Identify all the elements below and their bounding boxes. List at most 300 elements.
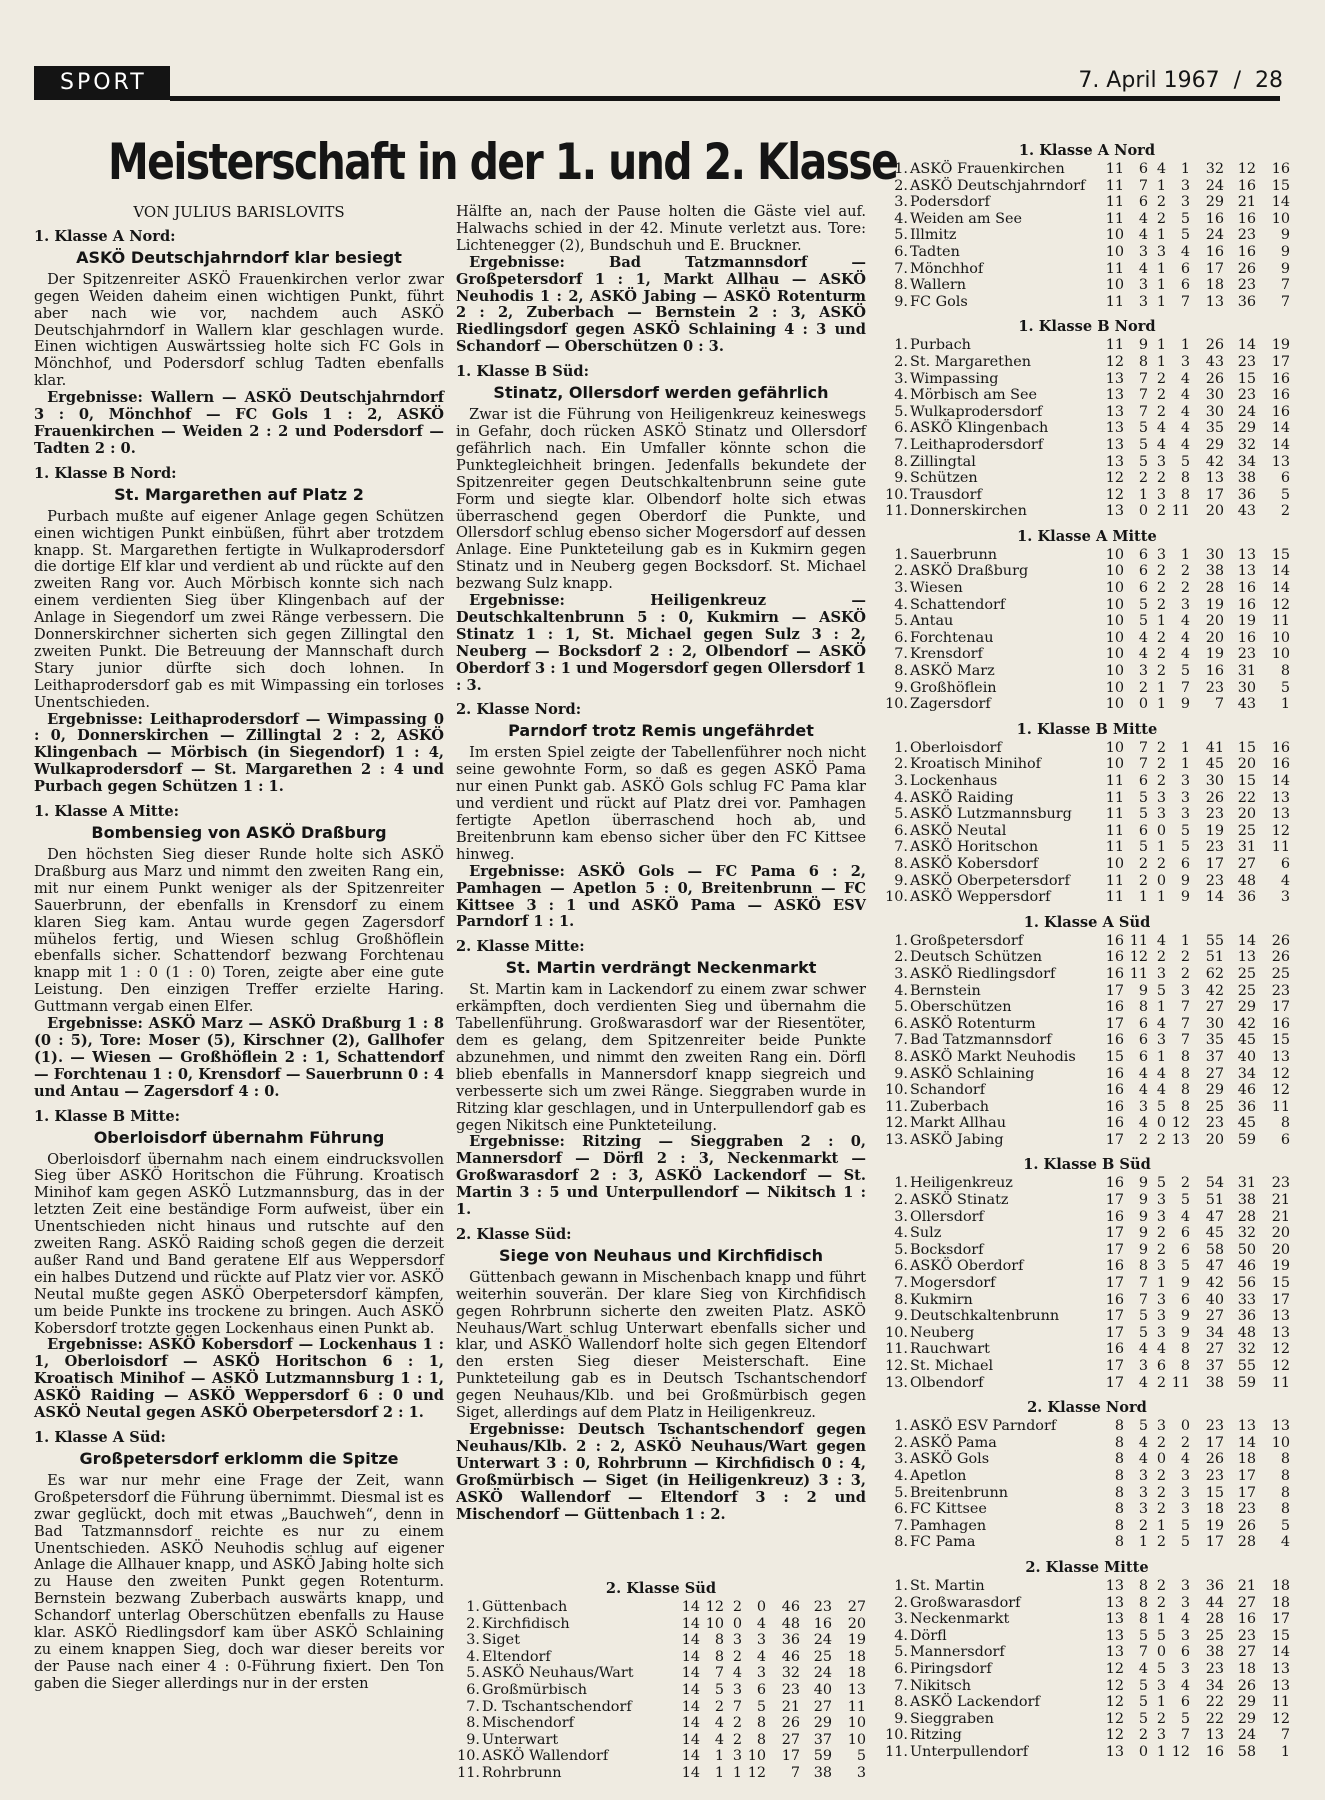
section-heading: 1. Klasse A Mitte:: [34, 803, 180, 821]
stat-cell: 10: [1105, 646, 1124, 663]
stat-cell: 10: [747, 1748, 766, 1765]
stat-cell: 32: [1237, 1341, 1256, 1358]
stat-cell: 15: [1205, 1484, 1224, 1501]
stat-cell: 9: [1138, 1225, 1148, 1242]
team-cell: Forchtenau: [910, 629, 994, 646]
stat-cell: 16: [1105, 1208, 1124, 1225]
stat-cell: 16: [1105, 932, 1124, 949]
stat-cell: 4: [1280, 872, 1290, 889]
stat-cell: 2: [1156, 1374, 1166, 1391]
section-heading: 1. Klasse B Mitte:: [34, 1107, 181, 1125]
stat-cell: 14: [1271, 436, 1290, 453]
stat-cell: 1: [1280, 696, 1290, 713]
stat-cell: 11: [1105, 194, 1124, 211]
stat-cell: 23: [781, 1681, 800, 1698]
team-cell: Olbendorf: [910, 1374, 984, 1391]
stat-cell: 34: [1205, 1324, 1224, 1341]
stat-cell: 12: [1105, 1710, 1124, 1727]
team-cell: Wulkaprodersdorf: [910, 403, 1043, 420]
stat-cell: 23: [1237, 277, 1256, 294]
stat-cell: 2: [714, 1698, 724, 1715]
stat-cell: 3: [1180, 773, 1190, 789]
team-cell: Trausdorf: [910, 486, 982, 503]
stat-cell: 19: [1205, 822, 1224, 839]
stat-cell: 10: [1105, 243, 1124, 260]
stat-cell: 3: [1180, 1660, 1190, 1677]
stat-cell: 6: [1138, 161, 1148, 177]
stat-cell: 14: [1271, 773, 1290, 789]
stat-cell: 11: [1105, 177, 1124, 194]
stat-cell: 3: [732, 1748, 742, 1765]
stat-cell: 8: [1114, 1501, 1124, 1518]
rank-cell: 3.: [894, 370, 908, 387]
stat-cell: 0: [1138, 1743, 1148, 1760]
stat-cell: 16: [1105, 1291, 1124, 1308]
stat-cell: 25: [1237, 965, 1256, 982]
team-cell: ASKÖ Oberpetersdorf: [910, 872, 1070, 889]
rank-cell: 4.: [894, 1627, 908, 1644]
paragraph: Purbach mußte auf eigener Anlage gegen Schützen einen wichtigen Punkt einbüßen, führt aber trotzdem knapp. St. Margarethen fertigte in Wulkaprodersdorf die dortige Elf klar und verdient ab und rückte auf den zweiten Rang vor. Auch Mörbisch konnte sich nach einem verdienten Sieg über Klingenbach auf der Anlage in Siegendorf um zwei Ränge verbessern. Die Donnerskirchner sicherten sich gegen Zillingtal den zweiten Punkt. Die Betreuung der Mannschaft durch Stary junior dürfte sich doch lohnen. In Leithaprodersdorf gab es mit Wimpassing ein torloses Unentschieden.: [34, 507, 444, 711]
results-paragraph: Ergebnisse: ASKÖ Kobersdorf — Lockenhaus 1 : 1, Oberloisdorf — ASKÖ Horitschon 6 : 1, Kroatisch Minihof — ASKÖ Lutzmannsburg 1 : 1, ASKÖ Raiding — ASKÖ Weppersdorf 6 : 0 und ASKÖ Neutal gegen ASKÖ Oberpetersdorf 2 : 1.: [34, 1336, 444, 1422]
stat-cell: 16: [1271, 1015, 1290, 1032]
stat-cell: 13: [1205, 293, 1224, 310]
rank-cell: 9.: [894, 872, 908, 889]
table-row: [884, 454, 1290, 471]
stat-cell: 23: [1205, 1115, 1224, 1132]
stat-cell: 7: [1180, 679, 1190, 696]
stat-cell: 16: [1271, 161, 1290, 177]
stat-cell: 5: [1280, 679, 1290, 696]
stat-cell: 6: [1180, 855, 1190, 872]
stat-cell: 3: [1180, 806, 1190, 823]
stat-cell: 30: [1205, 387, 1224, 404]
stat-cell: 9: [1180, 696, 1190, 713]
table-row: [884, 823, 1290, 840]
rank-cell: 11.: [885, 1098, 908, 1115]
stat-cell: 38: [1205, 1644, 1224, 1661]
stat-cell: 1: [1180, 546, 1190, 563]
stat-cell: 4: [1138, 227, 1148, 244]
stat-cell: 27: [781, 1731, 800, 1748]
stat-cell: 4: [1180, 436, 1190, 453]
stat-cell: 12: [1105, 470, 1124, 487]
stat-cell: 13: [1105, 1644, 1124, 1661]
team-cell: Krensdorf: [910, 646, 983, 663]
stat-cell: 10: [1105, 679, 1124, 696]
table-row: [884, 983, 1290, 1000]
page-number: 28: [1255, 68, 1283, 93]
stat-cell: 20: [1271, 1241, 1290, 1258]
stat-cell: 19: [847, 1632, 866, 1649]
table-row: [884, 1678, 1290, 1695]
rank-cell: 5.: [894, 613, 908, 630]
table-row: [884, 437, 1290, 454]
stat-cell: 3: [1180, 1627, 1190, 1644]
table-row: [884, 806, 1290, 823]
team-cell: Rohrbrunn: [482, 1764, 562, 1781]
stat-cell: 3: [1156, 789, 1166, 806]
stat-cell: 14: [1237, 1434, 1256, 1451]
team-cell: ASKÖ Kobersdorf: [910, 855, 1039, 872]
stat-cell: 22: [1237, 789, 1256, 806]
stat-cell: 16: [1205, 663, 1224, 680]
stat-cell: 6: [1180, 277, 1190, 294]
stat-cell: 38: [813, 1764, 832, 1781]
table-row: [884, 1192, 1290, 1209]
rank-cell: 4.: [894, 789, 908, 806]
stat-cell: 5: [1280, 1517, 1290, 1534]
team-cell: Schandorf: [910, 1082, 986, 1099]
stat-cell: 4: [1138, 629, 1148, 646]
rank-cell: 3.: [894, 1611, 908, 1628]
table-row: [884, 1485, 1290, 1502]
stat-cell: 13: [1271, 1677, 1290, 1694]
team-cell: Unterpullendorf: [910, 1743, 1029, 1760]
stat-cell: 45: [1205, 1225, 1224, 1242]
rank-cell: 10.: [885, 1082, 908, 1099]
stat-cell: 23: [1237, 353, 1256, 370]
stat-cell: 32: [1237, 1225, 1256, 1242]
stat-cell: 5: [1180, 210, 1190, 227]
stat-cell: 38: [1237, 470, 1256, 487]
stat-cell: 17: [1271, 1611, 1290, 1628]
stat-cell: 41: [1205, 739, 1224, 756]
stat-cell: 2: [1180, 949, 1190, 966]
table-row: [884, 470, 1290, 487]
subheadline: St. Margarethen auf Platz 2: [114, 484, 364, 504]
stat-cell: 11: [1105, 889, 1124, 906]
stat-cell: 17: [1105, 1192, 1124, 1209]
stat-cell: 1: [1156, 679, 1166, 696]
stat-cell: 1: [1156, 177, 1166, 194]
stat-cell: 4: [732, 1665, 742, 1682]
stat-cell: 43: [1237, 696, 1256, 713]
rank-cell: 3.: [894, 1451, 908, 1468]
stat-cell: 7: [1280, 1727, 1290, 1744]
stat-cell: 6: [1180, 1241, 1190, 1258]
table-row: [884, 949, 1290, 966]
team-cell: Großmürbisch: [482, 1681, 587, 1698]
table-row: [884, 294, 1290, 311]
section-heading: 2. Klasse Mitte:: [456, 938, 585, 956]
stat-cell: 12: [1271, 1710, 1290, 1727]
stat-cell: 10: [1271, 629, 1290, 646]
stat-cell: 5: [1138, 420, 1148, 437]
stat-cell: 51: [1205, 1192, 1224, 1209]
stat-cell: 16: [1237, 580, 1256, 597]
stat-cell: 5: [1180, 1517, 1190, 1534]
rank-cell: 7.: [894, 839, 908, 856]
team-cell: Zillingtal: [910, 453, 976, 470]
stat-cell: 13: [1105, 403, 1124, 420]
table-title: 1. Klasse B Nord: [1018, 318, 1156, 336]
rank-cell: 3.: [894, 1208, 908, 1225]
stat-cell: 15: [1271, 177, 1290, 194]
stat-cell: 20: [1237, 756, 1256, 773]
stat-cell: 9: [1280, 227, 1290, 244]
team-cell: ASKÖ Neutal: [910, 822, 1007, 839]
stat-cell: 2: [1180, 1175, 1190, 1192]
stat-cell: 36: [1237, 293, 1256, 310]
stat-cell: 0: [756, 1599, 766, 1615]
team-cell: Güttenbach: [482, 1599, 568, 1615]
team-cell: Wimpassing: [910, 370, 999, 387]
stat-cell: 6: [756, 1681, 766, 1698]
stat-cell: 6: [1138, 580, 1148, 597]
stat-cell: 8: [1114, 1451, 1124, 1468]
stat-cell: 62: [1205, 965, 1224, 982]
stat-cell: 1: [1156, 839, 1166, 856]
rank-cell: 1.: [894, 1175, 908, 1192]
stat-cell: 8: [1180, 1048, 1190, 1065]
standings-table: [884, 1578, 1290, 1761]
stat-cell: 19: [1237, 613, 1256, 630]
rank-cell: 6.: [894, 1258, 908, 1275]
stat-cell: 2: [1156, 663, 1166, 680]
rank-cell: 2.: [894, 563, 908, 580]
stat-cell: 14: [1205, 889, 1224, 906]
stat-cell: 2: [1138, 1131, 1148, 1148]
stat-cell: 17: [1271, 353, 1290, 370]
table-row: [884, 1099, 1290, 1116]
stat-cell: 4: [1156, 420, 1166, 437]
stat-cell: 7: [1138, 756, 1148, 773]
stat-cell: 1: [1280, 1743, 1290, 1760]
stat-cell: 5: [1156, 982, 1166, 999]
standings-table: [884, 1175, 1290, 1391]
stat-cell: 2: [1156, 210, 1166, 227]
team-cell: ASKÖ Deutschjahrndorf: [910, 177, 1086, 194]
team-cell: Zuberbach: [910, 1098, 989, 1115]
stat-cell: 23: [1205, 1467, 1224, 1484]
stat-cell: 8: [1114, 1467, 1124, 1484]
team-cell: ASKÖ ESV Parndorf: [910, 1418, 1057, 1435]
stat-cell: 13: [1205, 470, 1224, 487]
team-cell: Weiden am See: [910, 210, 1022, 227]
table-title: 2. Klasse Nord: [1027, 1399, 1147, 1417]
stat-cell: 13: [1271, 1324, 1290, 1341]
paragraph: Es war nur mehr eine Frage der Zeit, wann Großpetersdorf die Führung übernimmt. Diesmal ist es zwar geglückt, doch mit etwas „Bauchweh“, denn in Bad Tatzmannsdorf reichte es nur zu einem Unentschieden. ASKÖ Neuhodis schlug auf eigener Anlage die Allhauer knapp, und ASKÖ Jabing holte sich zu Hause den zweiten Punkt gegen Rotenturm. Bernstein bezwang Zuberbach auswärts knapp, und Schandorf unterlag Oberschützen ebenfalls zu Hause klar. ASKÖ Riedlingsdorf kam über ASKÖ Schlaining zu einem knappen Sieg, doch war dieser bereits vor der Pause nach einer 4 : 0-Führung fixiert. Den Ton gaben die Sieger allerdings nur in der ersten: [34, 1471, 444, 1692]
table-row: [884, 1711, 1290, 1728]
stat-cell: 16: [1105, 1115, 1124, 1132]
stat-cell: 30: [1205, 403, 1224, 420]
rank-cell: 6.: [894, 629, 908, 646]
stat-cell: 11: [1105, 872, 1124, 889]
stat-cell: 31: [1237, 663, 1256, 680]
table-row: [456, 1765, 866, 1782]
stat-cell: 5: [1138, 613, 1148, 630]
team-cell: Bocksdorf: [910, 1241, 984, 1258]
stat-cell: 12: [747, 1764, 766, 1781]
stat-cell: 17: [1237, 1484, 1256, 1501]
stat-cell: 14: [681, 1665, 700, 1682]
stat-cell: 17: [781, 1748, 800, 1765]
team-cell: FC Pama: [910, 1534, 976, 1551]
table-row: [884, 1375, 1290, 1392]
stat-cell: 26: [1271, 932, 1290, 949]
stat-cell: 37: [1205, 1048, 1224, 1065]
stat-cell: 16: [1271, 387, 1290, 404]
stat-cell: 2: [1138, 872, 1148, 889]
stat-cell: 4: [1138, 1082, 1148, 1099]
team-cell: Großpetersdorf: [910, 932, 1024, 949]
stat-cell: 11: [1105, 293, 1124, 310]
stat-cell: 12: [1237, 161, 1256, 177]
stat-cell: 38: [1205, 563, 1224, 580]
table-row: [884, 354, 1290, 371]
stat-cell: 13: [1271, 806, 1290, 823]
team-cell: Großhöflein: [910, 679, 997, 696]
team-cell: Markt Allhau: [910, 1115, 1006, 1132]
team-cell: ASKÖ Weppersdorf: [910, 889, 1051, 906]
stat-cell: 3: [1138, 293, 1148, 310]
stat-cell: 17: [1105, 1225, 1124, 1242]
results-paragraph: Ergebnisse: ASKÖ Gols — FC Pama 6 : 2, Pamhagen — Apetlon 5 : 0, Breitenbrunn — FC Kittsee 3 : 1 und ASKÖ Pama — ASKÖ ESV Parndorf 1 : 1.: [456, 862, 866, 931]
stat-cell: 8: [1280, 663, 1290, 680]
stat-cell: 6: [1138, 1048, 1148, 1065]
rank-cell: 2.: [466, 1615, 480, 1632]
stat-cell: 2: [1156, 629, 1166, 646]
stat-cell: 16: [1237, 210, 1256, 227]
table-row: [884, 487, 1290, 504]
stat-cell: 9: [1138, 337, 1148, 354]
team-cell: Tadten: [910, 243, 960, 260]
stat-cell: 17: [1105, 1324, 1124, 1341]
stat-cell: 17: [1105, 1374, 1124, 1391]
stat-cell: 1: [1156, 293, 1166, 310]
table-row: [884, 889, 1290, 906]
table-row: [884, 1595, 1290, 1612]
team-cell: ASKÖ Riedlingsdorf: [910, 965, 1056, 982]
stat-cell: 40: [1205, 1291, 1224, 1308]
stat-cell: 21: [1237, 1577, 1256, 1594]
stat-cell: 26: [1205, 370, 1224, 387]
stat-cell: 21: [1271, 1208, 1290, 1225]
rank-cell: 9.: [894, 1710, 908, 1727]
stat-cell: 4: [1180, 403, 1190, 420]
stat-cell: 24: [813, 1665, 832, 1682]
stat-cell: 14: [681, 1615, 700, 1632]
stat-cell: 12: [1105, 1694, 1124, 1711]
table-row: [884, 1292, 1290, 1309]
rank-cell: 12.: [885, 1115, 908, 1132]
stat-cell: 46: [781, 1648, 800, 1665]
stat-cell: 7: [732, 1698, 742, 1715]
stat-cell: 11: [1105, 210, 1124, 227]
stat-cell: 6: [1156, 1358, 1166, 1374]
stat-cell: 12: [1271, 596, 1290, 613]
stat-cell: 5: [1138, 596, 1148, 613]
table-title: 1. Klasse A Nord: [1018, 142, 1156, 159]
table-row: [884, 597, 1290, 614]
table-title: 1. Klasse B Süd: [1023, 1156, 1151, 1174]
stat-cell: 16: [1105, 965, 1124, 982]
stat-cell: 58: [1237, 1743, 1256, 1760]
stat-cell: 1: [1156, 1048, 1166, 1065]
stat-cell: 18: [1237, 1660, 1256, 1677]
table-row: [884, 371, 1290, 388]
stat-cell: 18: [847, 1665, 866, 1682]
stat-cell: 46: [1237, 1082, 1256, 1099]
stat-cell: 4: [1180, 1611, 1190, 1628]
stat-cell: 55: [1205, 932, 1224, 949]
stat-cell: 8: [1138, 1258, 1148, 1275]
rank-cell: 9.: [894, 1308, 908, 1325]
stat-cell: 10: [1105, 663, 1124, 680]
results-paragraph: Ergebnisse: Leithaprodersdorf — Wimpassing 0 : 0, Donnerskirchen — Zillingtal 2 : 2, ASKÖ Klingenbach — Mörbisch (in Siegendorf) 1 : 4, Wulkaprodersdorf — St. Margarethen 2 : 4 und Purbach gegen Schützen 1 : 1.: [34, 710, 444, 796]
stat-cell: 14: [1271, 580, 1290, 597]
rank-cell: 7.: [894, 436, 908, 453]
stat-cell: 11: [1105, 806, 1124, 823]
team-cell: St. Martin: [910, 1577, 985, 1594]
stat-cell: 20: [1205, 613, 1224, 630]
stat-cell: 5: [1180, 1192, 1190, 1209]
stat-cell: 13: [1105, 1577, 1124, 1594]
stat-cell: 4: [756, 1648, 766, 1665]
team-cell: ASKÖ Stinatz: [910, 1192, 1009, 1209]
stat-cell: 43: [1237, 503, 1256, 520]
table-row: [884, 1082, 1290, 1099]
stat-cell: 59: [813, 1748, 832, 1765]
results-paragraph: Ergebnisse: Bad Tatzmannsdorf — Großpetersdorf 1 : 1, Markt Allhau — ASKÖ Neuhodis 1 : 2, ASKÖ Jabing — ASKÖ Rotenturm 2 : 2, Zuberbach — Bernstein 2 : 3, ASKÖ Riedlingsdorf gegen ASKÖ Schlaining 4 : 3 und Schandorf — Oberschützen 0 : 3.: [456, 253, 866, 356]
stat-cell: 16: [1105, 949, 1124, 966]
stat-cell: 2: [1156, 1534, 1166, 1551]
stat-cell: 35: [1205, 420, 1224, 437]
stat-cell: 15: [1271, 1627, 1290, 1644]
results-paragraph: Ergebnisse: ASKÖ Marz — ASKÖ Draßburg 1 : 8 (0 : 5), Tore: Moser (5), Kirschner (2), Gallhofer (1). — Wiesen — Großhöflein 2 : 1, Schattendorf — Forchtenau 1 : 0, Krensdorf — Sauerbrunn 0 : 4 und Antau — Zagersdorf 4 : 0.: [34, 1015, 444, 1100]
team-cell: ASKÖ Draßburg: [910, 563, 1029, 580]
team-cell: Sulz: [910, 1225, 942, 1242]
table-row: [884, 1325, 1290, 1342]
table-row: [884, 999, 1290, 1016]
date-text: 7. April 1967: [1078, 68, 1220, 93]
stat-cell: 13: [1105, 503, 1124, 520]
paragraph: St. Martin kam in Lackendorf zu einem zwar schwer erkämpften, doch verdienten Sieg und übernahm die Tabellenführung. Großwarasdorf war der Riesentöter, dem es gelang, dem Spitzenreiter beide Punkte abzunehmen, und nimmt den zweiten Rang ein. Dörfl blieb ebenfalls in Mannersdorf knapp siegreich und verbesserte sich um zwei Ränge. Sieggraben wurde in Ritzing klar geschlagen, und in Unterpullendorf gab es gegen Nikitsch eine Punkteteilung.: [456, 981, 866, 1134]
stat-cell: 15: [1271, 1032, 1290, 1049]
team-cell: Apetlon: [910, 1467, 967, 1484]
stat-cell: 3: [1156, 1308, 1166, 1325]
stat-cell: 4: [1138, 260, 1148, 277]
team-cell: Lockenhaus: [910, 773, 998, 789]
team-cell: ASKÖ Schlaining: [910, 1065, 1035, 1082]
stat-cell: 5: [1180, 839, 1190, 856]
stat-cell: 0: [1156, 822, 1166, 839]
stat-cell: 27: [1205, 1341, 1224, 1358]
stat-cell: 11: [1271, 613, 1290, 630]
stat-cell: 10: [1105, 629, 1124, 646]
stat-cell: 3: [1180, 1577, 1190, 1594]
stat-cell: 4: [1180, 1677, 1190, 1694]
stat-cell: 10: [1105, 596, 1124, 613]
stat-cell: 12: [1271, 822, 1290, 839]
stat-cell: 8: [1280, 1467, 1290, 1484]
stat-cell: 3: [1138, 277, 1148, 294]
stat-cell: 7: [1180, 1727, 1190, 1744]
results-paragraph: Ergebnisse: Heiligenkreuz — Deutschkaltenbrunn 5 : 0, Kukmirn — ASKÖ Stinatz 1 : 1, St. Michael gegen Sulz 3 : 2, Neuberg — Bocksdorf 2 : 2, Olbendorf — ASKÖ Oberdorf 3 : 1 und Mogersdorf gegen Ollersdorf 1 : 3.: [456, 592, 866, 694]
stat-cell: 4: [1156, 1082, 1166, 1099]
stat-cell: 9: [1138, 982, 1148, 999]
standings-table: [884, 161, 1290, 310]
stat-cell: 5: [1180, 227, 1190, 244]
table-title: 2. Klasse Süd: [605, 1580, 717, 1597]
team-cell: Donnerskirchen: [910, 503, 1027, 520]
stat-cell: 3: [1180, 789, 1190, 806]
rank-cell: 7.: [894, 1677, 908, 1694]
stat-cell: 12: [1105, 486, 1124, 503]
stat-cell: 2: [1156, 646, 1166, 663]
stat-cell: 40: [813, 1681, 832, 1698]
stat-cell: 0: [1138, 696, 1148, 713]
